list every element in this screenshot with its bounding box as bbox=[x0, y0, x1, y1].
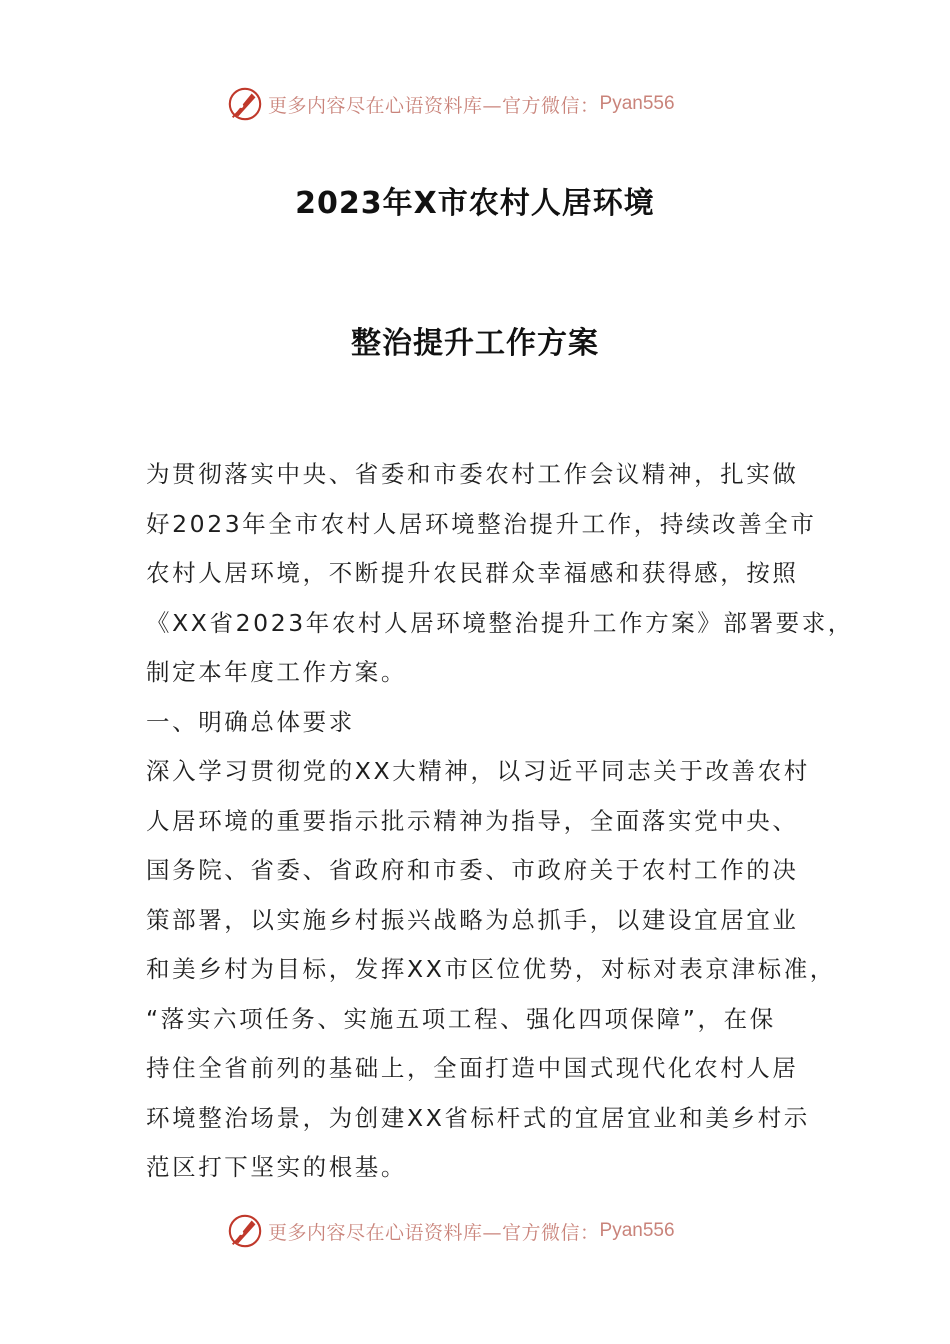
watermark-wechat-id: Pyan556 bbox=[599, 93, 675, 114]
quill-logo-icon bbox=[226, 1212, 264, 1250]
document-title-line-2: 整治提升工作方案 bbox=[351, 326, 599, 361]
watermark-text: 更多内容尽在心语资料库—官方微信： bbox=[268, 94, 600, 117]
body-line: 范区打下坚实的根基。 bbox=[146, 1153, 407, 1181]
body-line: 制定本年度工作方案。 bbox=[146, 658, 407, 686]
body-line: 和美乡村为目标，发挥XX市区位优势，对标对表京津标准， bbox=[146, 955, 836, 983]
watermark-wechat-id: Pyan556 bbox=[599, 1220, 675, 1241]
watermark-text: 更多内容尽在心语资料库—官方微信： bbox=[268, 1221, 600, 1244]
body-line: 好2023年全市农村人居环境整治提升工作，持续改善全市 bbox=[146, 509, 817, 538]
body-line: 为贯彻落实中央、省委和市委农村工作会议精神，扎实做 bbox=[146, 460, 799, 488]
body-line: 农村人居环境，不断提升农民群众幸福感和获得感，按照 bbox=[146, 559, 799, 587]
body-line: 深入学习贯彻党的XX大精神，以习近平同志关于改善农村 bbox=[146, 757, 810, 785]
quill-logo-icon bbox=[226, 85, 264, 123]
body-line: 国务院、省委、省政府和市委、市政府关于农村工作的决 bbox=[146, 856, 799, 884]
body-line: 环境整治场景，为创建XX省标杆式的宜居宜业和美乡村示 bbox=[146, 1103, 810, 1132]
section-heading: 一、明确总体要求 bbox=[146, 707, 355, 736]
body-line: 人居环境的重要指示批示精神为指导，全面落实党中央、 bbox=[146, 806, 799, 835]
body-line: 持住全省前列的基础上，全面打造中国式现代化农村人居 bbox=[146, 1054, 799, 1082]
body-line: 策部署，以实施乡村振兴战略为总抓手，以建设宜居宜业 bbox=[146, 905, 799, 934]
document-title-line-1: 2023年X市农村人居环境 bbox=[295, 186, 655, 221]
body-line: “落实六项任务、实施五项工程、强化四项保障”，在保 bbox=[146, 1004, 776, 1033]
watermark-header bbox=[226, 84, 675, 124]
body-line: 《XX省2023年农村人居环境整治提升工作方案》部署要求， bbox=[146, 608, 854, 637]
document-body bbox=[146, 450, 854, 1193]
watermark-footer bbox=[226, 1211, 675, 1251]
